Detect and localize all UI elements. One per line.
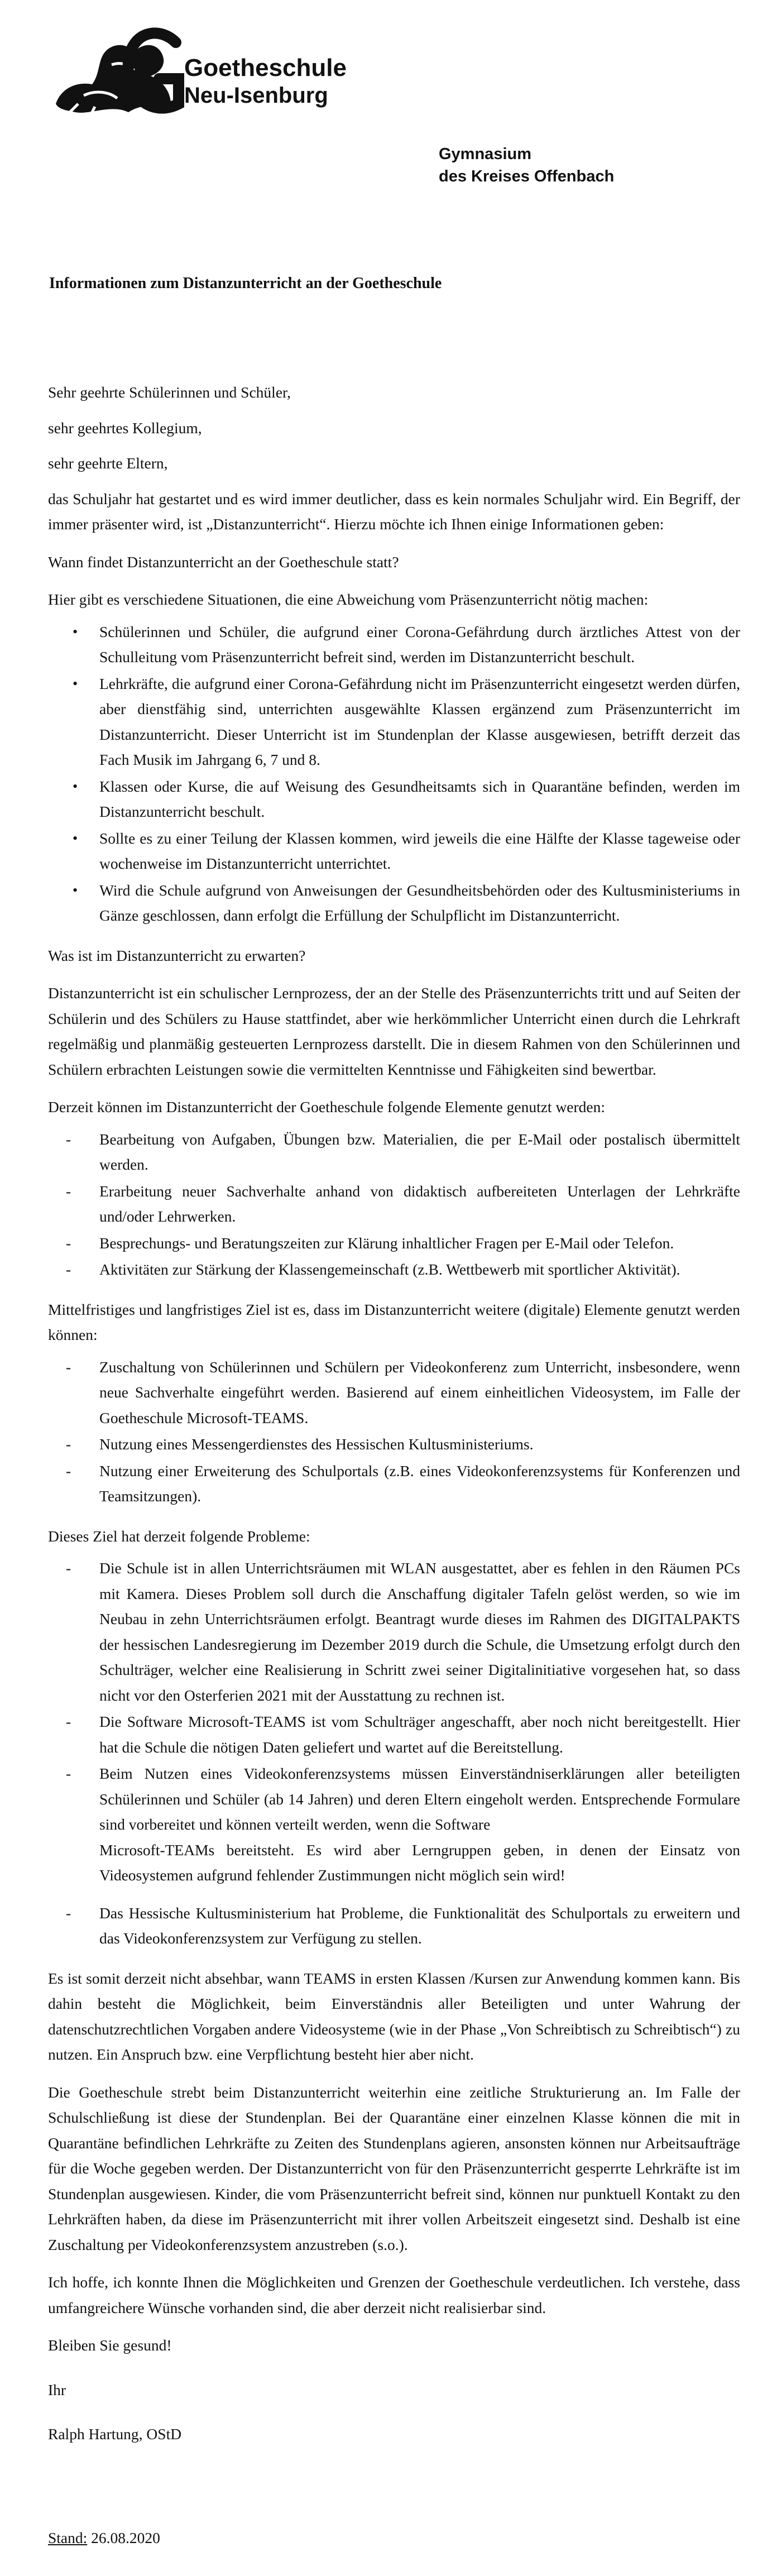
salutation-1: Sehr geehrte Schülerinnen und Schüler,: [48, 384, 291, 401]
list-item: • Klassen oder Kurse, die auf Weisung des Gesundheitsamts sich in Quarantäne befinden, werden im Distanzunterricht beschult.: [99, 774, 740, 825]
yours: Ihr: [48, 2381, 66, 2398]
list-item: - Bearbeitung von Aufgaben, Übungen bzw. Materialien, die per E-Mail oder postalisch übermittelt werden.: [99, 1127, 740, 1177]
list-item: [99, 1761, 740, 1888]
problem-text: Die Schule ist in allen Unterrichtsräumen mit WLAN ausgestattet, aber es fehlen in den Räumen PCs mit Kamera. Dieses Problem soll durch die Anschaffung digitaler Tafeln gelöst werden, so wie im Neubau in zehn Unterrichtsräumen erfolgt. Beantragt wurde dieses im Rahmen des DIGITALPAKTS der hessischen Landesregierung im Dezember 2019 durch die Schule, die Umsetzung erfolgt durch den Schulträger, welcher eine Realisierung in Schritt zwei seiner Digitalinitiative vorgesehen hat, so dass nicht vor den Osterferien 2021 mit der Ausstattung zu rechnen ist.: [99, 1559, 740, 1704]
list-item: - Nutzung eines Messengerdienstes des Hessischen Kultusministeriums.: [99, 1431, 740, 1457]
question-what: Was ist im Distanzunterricht zu erwarten?: [48, 946, 306, 964]
intro-paragraph: das Schuljahr hat gestartet und es wird immer deutlicher, dass es kein normales Schuljahr wird. Ein Begriff, der immer präsenter wird, ist „Distanzunterricht“. Hierzu möchte ich Ihnen einige Informationen geben:: [48, 490, 740, 533]
structure-paragraph: Die Goetheschule strebt beim Distanzunterricht weiterhin eine zeitliche Strukturierung an. Im Falle der Schulschließung ist diese der Stundenplan. Bei der Quarantäne einer einzelnen Klasse können die mit in Quarantäne befindlichen Lehrkräfte zu Zeiten des Stundenplans agieren, ansonsten können nur Arbeitsaufträge für die Woche gegeben werden. Der Distanzunterricht von für den Präsenzunterricht gesperrte Lehrkräfte ist im Stundenplan ausgewiesen. Kinder, die vom Präsenzunterricht befreit sind, können nur punktuell Kontakt zu den Lehrkräften haben, da diese im Präsenzunterricht mit ihrer vollen Arbeitszeit eingesetzt sind. Deshalb ist eine Zuschaltung per Videokonferenzsystem anzustreben (s.o.).: [48, 2083, 740, 2253]
logo-line1: Goetheschule: [184, 54, 347, 82]
school-type-line1: Gymnasium: [439, 145, 531, 163]
salutation-2: sehr geehrtes Kollegium,: [48, 419, 202, 437]
stand-value: 26.08.2020: [91, 2529, 160, 2546]
list-item: • Wird die Schule aufgrund von Anweisungen der Gesundheitsbehörden oder des Kultusministeriums in Gänze geschlossen, dann erfolgt die Erfüllung der Schulpflicht im Distanzunterricht.: [99, 878, 740, 928]
list-item: - Erarbeitung neuer Sachverhalte anhand von didaktisch aufbereiteten Unterlagen der Lehrkräfte und/oder Lehrwerken.: [99, 1179, 740, 1229]
problems-list: [48, 1555, 740, 1951]
closing-block: [48, 2333, 740, 2550]
problem-text: Das Hessische Kultusministerium hat Probleme, die Funktionalität des Schulportals zu erweitern und das Videokonferenzsystem zur Verfügung zu stellen.: [99, 1904, 740, 1947]
logo-line2: Neu-Isenburg: [184, 83, 328, 108]
list-item: - Zuschaltung von Schülerinnen und Schülern per Videokonferenz zum Unterricht, insbesondere, wenn neue Sachverhalte eingeführt werden. Basierend auf einem einheitlichen Videosystem, im Falle der Goetheschule Microsoft-TEAMS.: [99, 1354, 740, 1431]
school-logo: [45, 20, 357, 121]
stand-label: Stand:: [48, 2529, 88, 2546]
list-item: • Lehrkräfte, die aufgrund einer Corona-Gefährdung nicht im Präsenzunterricht eingesetzt werden dürfen, aber dienstfähig sind, unterrichten ausgewählte Klassen ergänzend zum Präsenzunterricht im Distanzunterricht. Dieser Unterricht ist im Stundenplan der Klasse ausgewiesen, betrifft derzeit das Fach Musik im Jahrgang 6, 7 und 8.: [99, 671, 740, 773]
list-item: - Besprechungs- und Beratungszeiten zur Klärung inhaltlicher Fragen per E-Mail oder Telefon.: [99, 1230, 740, 1256]
farewell: Bleiben Sie gesund!: [48, 2336, 172, 2354]
list-item: - Aktivitäten zur Stärkung der Klassengemeinschaft (z.B. Wettbewerb mit sportlicher Aktivität).: [99, 1257, 740, 1282]
situations-list: [48, 619, 740, 928]
list-item: • Schülerinnen und Schüler, die aufgrund einer Corona-Gefährdung durch ärztliches Attest von der Schulleitung vom Präsenzunterricht befreit sind, werden im Distanzunterricht beschult.: [99, 619, 740, 670]
school-type-header: [439, 143, 614, 188]
distance-learning-definition: Distanzunterricht ist ein schulischer Lernprozess, der an der Stelle des Präsenzunterrichts tritt und auf Seiten der Schülerin und des Schülers zu Hause stattfindet, aber wie herkömmlicher Unterricht einen durch die Lehrkraft regelmäßig und planmäßig gesteuerten Lernprozess darstellt. Die in diesem Rahmen von den Schülerinnen und Schülern erbrachten Leistungen sowie die vermittelten Kenntnisse und Fähigkeiten sind bewertbar.: [48, 984, 740, 1078]
question-when: Wann findet Distanzunterricht an der Goetheschule statt?: [48, 553, 399, 571]
goetheschule-logo-graphic: [45, 20, 357, 121]
goals-list: [48, 1354, 740, 1509]
list-item: [99, 1900, 740, 1951]
salutation-3: sehr geehrte Eltern,: [48, 454, 168, 472]
outlook-paragraph: Es ist somit derzeit nicht absehbar, wann TEAMS in ersten Klassen /Kursen zur Anwendung kommen kann. Bis dahin besteht die Möglichkeit, beim Einverständnis aller Beteiligten und unter Wahrung der datenschutzrechtlichen Vorgaben andere Videosysteme (wie in der Phase „Von Schreibtisch zu Schreibtisch“) zu nutzen. Ein Anspruch bzw. eine Verpflichtung besteht hier aber nicht.: [48, 1969, 740, 2063]
signature: Ralph Hartung, OStD: [48, 2425, 182, 2443]
problem-text: Die Software Microsoft-TEAMS ist vom Schulträger angeschafft, aber noch nicht bereitgestellt. Hier hat die Schule die nötigen Daten geliefert und wartet auf die Bereitstellung.: [99, 1713, 740, 1756]
page-title: Informationen zum Distanzunterricht an der Goetheschule: [49, 275, 442, 292]
problem-text: Beim Nutzen eines Videokonferenzsystems müssen Einverständniserklärungen aller beteiligten Schülerinnen und Schüler (ab 14 Jahren) und deren Eltern eingeholt werden. Entsprechende Formulare sind vorbereitet und können verteilt werden, wenn die Software: [99, 1765, 740, 1833]
stand-date: [48, 2525, 740, 2551]
situations-lead: Hier gibt es verschiedene Situationen, die eine Abweichung vom Präsenzunterricht nötig machen:: [48, 591, 649, 608]
list-item: [99, 1555, 740, 1708]
list-item: - Nutzung einer Erweiterung des Schulportals (z.B. eines Videokonferenzsystems für Konferenzen und Teamsitzungen).: [99, 1458, 740, 1509]
list-item: • Sollte es zu einer Teilung der Klassen kommen, wird jeweils die eine Hälfte der Klasse tageweise oder wochenweise im Distanzunterricht unterrichtet.: [99, 826, 740, 877]
problems-lead: Dieses Ziel hat derzeit folgende Probleme:: [48, 1527, 310, 1545]
list-item: [99, 1709, 740, 1760]
elements-list: [48, 1127, 740, 1282]
elements-lead: Derzeit können im Distanzunterricht der Goetheschule folgende Elemente genutzt werden:: [48, 1098, 606, 1115]
problem-continuation: Microsoft-TEAMs bereitsteht. Es wird aber Lerngruppen geben, in denen der Einsatz von Videosystemen aufgrund fehlender Zustimmungen nicht möglich sein wird!: [99, 1841, 740, 1884]
closing-paragraph: Ich hoffe, ich konnte Ihnen die Möglichkeiten und Grenzen der Goetheschule verdeutlichen. Ich verstehe, dass umfangreichere Wünsche vorhanden sind, die aber derzeit nicht realisierbar sind.: [48, 2273, 740, 2316]
school-type-line2: des Kreises Offenbach: [439, 167, 615, 185]
goal-lead: Mittelfristiges und langfristiges Ziel ist es, dass im Distanzunterricht weitere (digitale) Elemente genutzt werden können:: [48, 1300, 740, 1343]
letter-body: [48, 380, 740, 2569]
